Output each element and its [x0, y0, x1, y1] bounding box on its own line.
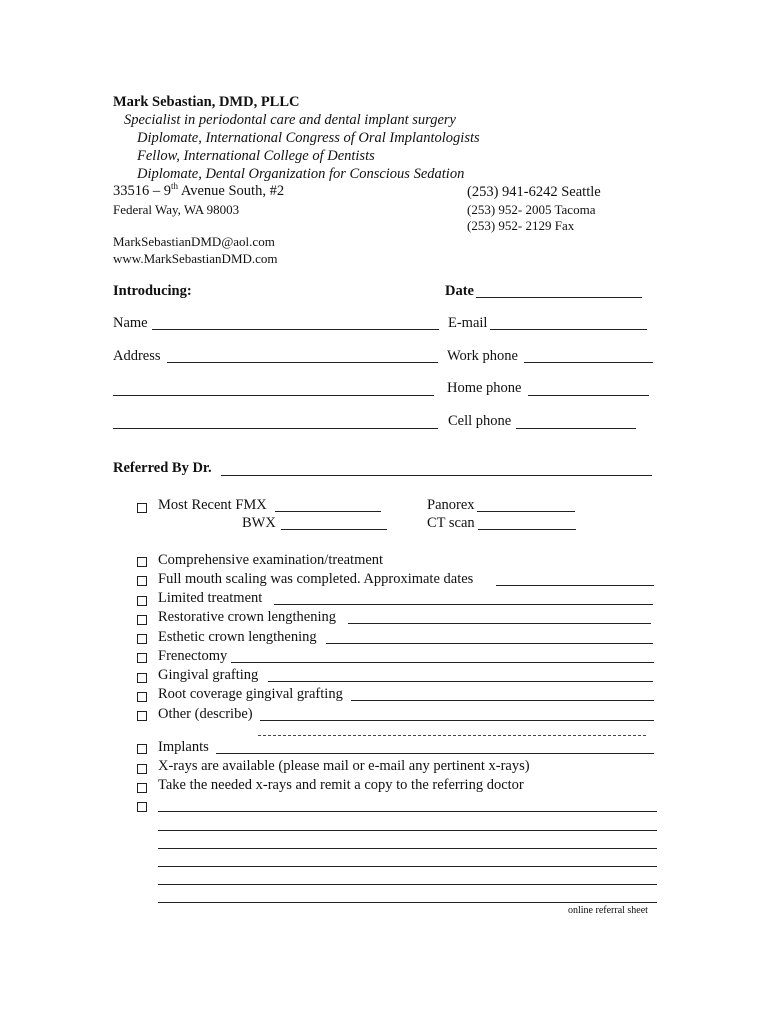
fmx-checkbox[interactable] [137, 503, 147, 513]
procedure-field[interactable] [231, 662, 654, 663]
practice-name: Mark Sebastian, DMD, PLLC [113, 94, 300, 110]
procedure-field[interactable] [351, 700, 654, 701]
procedure-field[interactable] [260, 720, 654, 721]
credential-1: Diplomate, International Congress of Oral Implantologists [137, 130, 480, 146]
footer-note: online referral sheet [568, 905, 648, 916]
cell-phone-field[interactable] [516, 428, 636, 429]
referred-by-field[interactable] [221, 475, 652, 476]
procedure-checkbox[interactable] [137, 673, 147, 683]
procedure-label: Root coverage gingival grafting [158, 686, 343, 702]
home-phone-label: Home phone [447, 380, 522, 396]
address-field-line-3[interactable] [113, 428, 438, 429]
credential-3: Diplomate, Dental Organization for Conscious Sedation [137, 166, 465, 182]
procedure-label: Other (describe) [158, 706, 253, 722]
procedure-label: Gingival grafting [158, 667, 259, 683]
notes-checkbox[interactable] [137, 802, 147, 812]
take-xrays-checkbox[interactable] [137, 783, 147, 793]
procedure-label: Restorative crown lengthening [158, 609, 336, 625]
fmx-label: Most Recent FMX [158, 497, 267, 513]
ctscan-field[interactable] [478, 529, 576, 530]
phone-fax: (253) 952- 2129 Fax [467, 218, 575, 233]
notes-line[interactable] [158, 902, 657, 903]
procedure-label: Full mouth scaling was completed. Approximate dates [158, 571, 474, 587]
fmx-field[interactable] [275, 511, 381, 512]
procedure-checkbox[interactable] [137, 692, 147, 702]
specialty: Specialist in periodontal care and dental implant surgery [124, 112, 456, 128]
email-address: MarkSebastianDMD@aol.com [113, 234, 275, 249]
bwx-field[interactable] [281, 529, 387, 530]
notes-line[interactable] [158, 848, 657, 849]
email-label: E-mail [448, 315, 488, 331]
panorex-label: Panorex [427, 497, 475, 513]
work-phone-label: Work phone [447, 348, 518, 364]
credential-2: Fellow, International College of Dentists [137, 148, 375, 164]
procedure-label: Limited treatment [158, 590, 263, 606]
email-field[interactable] [490, 329, 647, 330]
procedure-checkbox[interactable] [137, 711, 147, 721]
work-phone-field[interactable] [524, 362, 653, 363]
notes-line[interactable] [158, 884, 657, 885]
panorex-field[interactable] [477, 511, 575, 512]
name-label: Name [113, 315, 148, 331]
procedure-label: Comprehensive examination/treatment [158, 552, 384, 568]
referred-by-label: Referred By Dr. [113, 460, 212, 476]
home-phone-field[interactable] [528, 395, 649, 396]
address-field[interactable] [167, 362, 438, 363]
phone-tacoma: (253) 952- 2005 Tacoma [467, 202, 596, 217]
notes-line[interactable] [158, 830, 657, 831]
other-describe-field-line-2[interactable] [258, 735, 646, 736]
address-line-2: Federal Way, WA 98003 [113, 202, 240, 217]
address-line-1: 33516 – 9th Avenue South, #2 [113, 181, 285, 199]
procedure-checkbox[interactable] [137, 653, 147, 663]
procedure-checkbox[interactable] [137, 557, 147, 567]
implants-label: Implants [158, 739, 209, 755]
notes-line[interactable] [158, 811, 657, 812]
procedure-field[interactable] [268, 681, 653, 682]
procedure-label: Frenectomy [158, 648, 228, 664]
date-label: Date [445, 283, 474, 299]
procedure-field[interactable] [348, 623, 651, 624]
ctscan-label: CT scan [427, 515, 475, 531]
date-field[interactable] [476, 297, 642, 298]
procedure-checkbox[interactable] [137, 615, 147, 625]
xrays-available-checkbox[interactable] [137, 764, 147, 774]
cell-phone-label: Cell phone [448, 413, 512, 429]
phone-seattle: (253) 941-6242 Seattle [467, 184, 601, 200]
procedure-checkbox[interactable] [137, 596, 147, 606]
implants-field[interactable] [216, 753, 654, 754]
xrays-available-label: X-rays are available (please mail or e-mail any pertinent x-rays) [158, 758, 530, 774]
notes-line[interactable] [158, 866, 657, 867]
implants-checkbox[interactable] [137, 744, 147, 754]
procedure-label: Esthetic crown lengthening [158, 629, 317, 645]
procedure-field[interactable] [326, 643, 653, 644]
procedure-field[interactable] [496, 585, 654, 586]
address-field-line-2[interactable] [113, 395, 434, 396]
introducing-label: Introducing: [113, 283, 192, 299]
take-xrays-label: Take the needed x-rays and remit a copy to the referring doctor [158, 777, 524, 793]
procedure-checkbox[interactable] [137, 576, 147, 586]
website: www.MarkSebastianDMD.com [113, 251, 278, 266]
bwx-label: BWX [242, 515, 276, 531]
name-field[interactable] [152, 329, 439, 330]
procedure-field[interactable] [274, 604, 653, 605]
address-label: Address [113, 348, 161, 364]
procedure-checkbox[interactable] [137, 634, 147, 644]
